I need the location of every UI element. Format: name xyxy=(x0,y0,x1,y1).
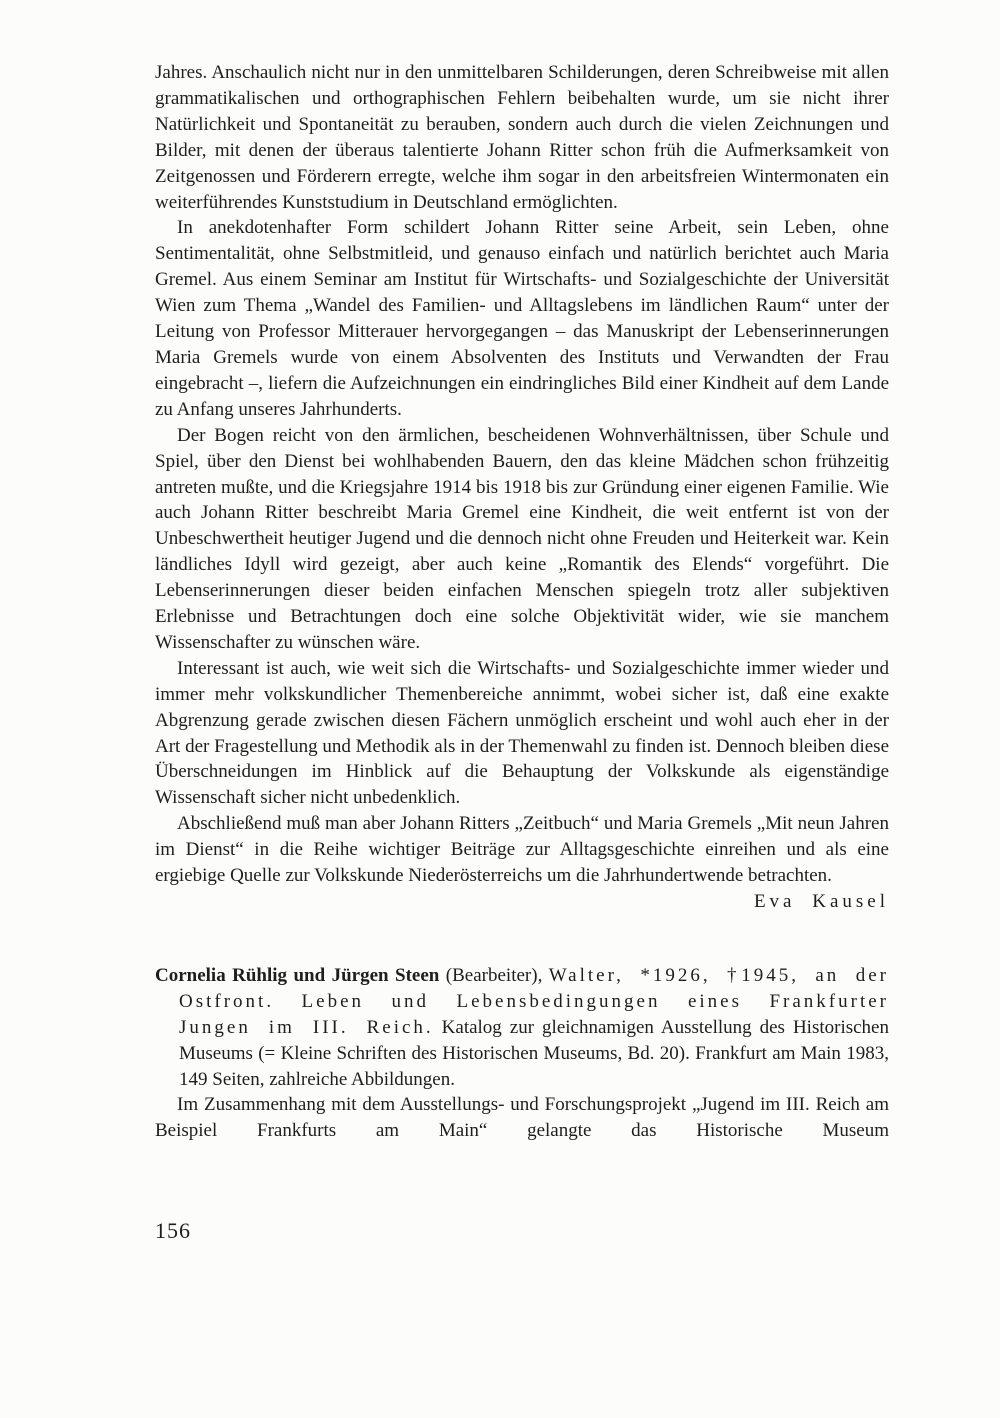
entry-details: Katalog zur gleichnamigen Ausstellung des Historischen Museums (= Kleine Schriften des Historischen Museums, Bd. 20). Frankfurt am Main 1983, 149 Seiten, zahlreiche Abbildungen. xyxy=(179,1016,889,1090)
entry-authors: Cornelia Rühlig und Jürgen Steen xyxy=(155,964,440,986)
paragraph-abschliessend: Abschließend muß man aber Johann Ritters „Zeitbuch“ und Maria Gremels „Mit neun Jahren im Dienst“ in die Reihe wichtiger Beiträge zur Alltagsgeschichte einreihen und als eine ergiebige Quelle zur Volkskunde Niederösterreichs um die Jahrhundertwende betrachten. xyxy=(155,813,889,887)
paragraph-anekdoten: In anekdotenhafter Form schildert Johann Ritter seine Arbeit, sein Leben, ohne Sentimentalität, ohne Selbstmitleid, und genauso einfach und natürlich berichtet auch Maria Gremel. Aus einem Seminar am Institut für Wirtschafts- und Sozialgeschichte der Universität Wien zum Thema „Wandel des Familien- und Alltagslebens im ländlichen Raum“ unter der Leitung von Professor Mitterauer hervorgegangen – das Manuskript der Lebenserinnerungen Maria Gremels wurde von einem Absolventen des Instituts und Verwandten der Frau eingebracht –, liefern die Aufzeichnungen ein eindringliches Bild einer Kindheit auf dem Lande zu Anfang unseres Jahrhunderts. xyxy=(155,217,889,420)
paragraph-continuation: Jahres. Anschaulich nicht nur in den unmittelbaren Schilderungen, deren Schreibweise mit allen grammatikalischen und orthographischen Fehlern beibehalten wurde, um sie nicht ihrer Natürlichkeit und Spontaneität zu berauben, sondern auch durch die vielen Zeichnungen und Bilder, mit denen der überaus talentierte Johann Ritter schon früh die Aufmerksamkeit von Zeitgenossen und Förderern erregte, welche ihm sogar in den arbeitsfreien Wintermonaten ein weiterführendes Kunststudium in Deutschland ermöglichten. xyxy=(155,62,889,213)
entry-title-spaced: Walter, *1926, †1945, an der Ostfront. Leben und Lebensbedingungen eines Frankfurter Jungen im III. Reich. xyxy=(179,964,889,1038)
entry-role: (Bearbeiter), xyxy=(439,964,549,986)
reviewer-signature: Eva Kausel xyxy=(753,891,889,912)
paragraph-im-zusammenhang: Im Zusammenhang mit dem Ausstellungs- und Forschungsprojekt „Jugend im III. Reich am Beispiel Frankfurts am Main“ gelangte das Historische Museum xyxy=(155,1094,889,1142)
paragraph-der-bogen: Der Bogen reicht von den ärmlichen, bescheidenen Wohnverhältnissen, über Schule und Spiel, über den Dienst bei wohlhabenden Bauern, den das kleine Mädchen schon frühzeitig antreten mußte, und die Kriegsjahre 1914 bis 1918 bis zur Gründung einer eigenen Familie. Wie auch Johann Ritter beschreibt Maria Gremel eine Kindheit, die weit entfernt ist von der Unbeschwertheit heutiger Jugend und die dennoch nicht ohne Freuden und Heiterkeit war. Kein ländliches Idyll wird gezeigt, aber auch keine „Romantik des Elends“ vorgeführt. Die Lebenserinnerungen dieser beiden einfachen Menschen spiegeln trotz aller subjektiven Erlebnisse und Betrachtungen doch eine solche Objektivität wider, wie sie manchem Wissenschafter zu wünschen wäre. xyxy=(155,424,889,653)
bibliographic-entry xyxy=(155,963,889,1093)
page-text-block xyxy=(155,60,889,1144)
paragraph-interessant: Interessant ist auch, wie weit sich die Wirtschafts- und Sozialgeschichte immer wieder und immer mehr volkskundlicher Themenbereiche annimmt, wobei sicher ist, daß eine exakte Abgrenzung gerade zwischen diesen Fächern unmöglich erscheint und wohl auch eher in der Art der Fragestellung und Methodik als in der Themenwahl zu finden ist. Dennoch bleiben diese Überschneidungen im Hinblick auf die Behauptung der Volkskunde als eigenständige Wissenschaft sicher nicht unbedenklich. xyxy=(155,657,889,809)
page-number: 156 xyxy=(155,1218,191,1243)
